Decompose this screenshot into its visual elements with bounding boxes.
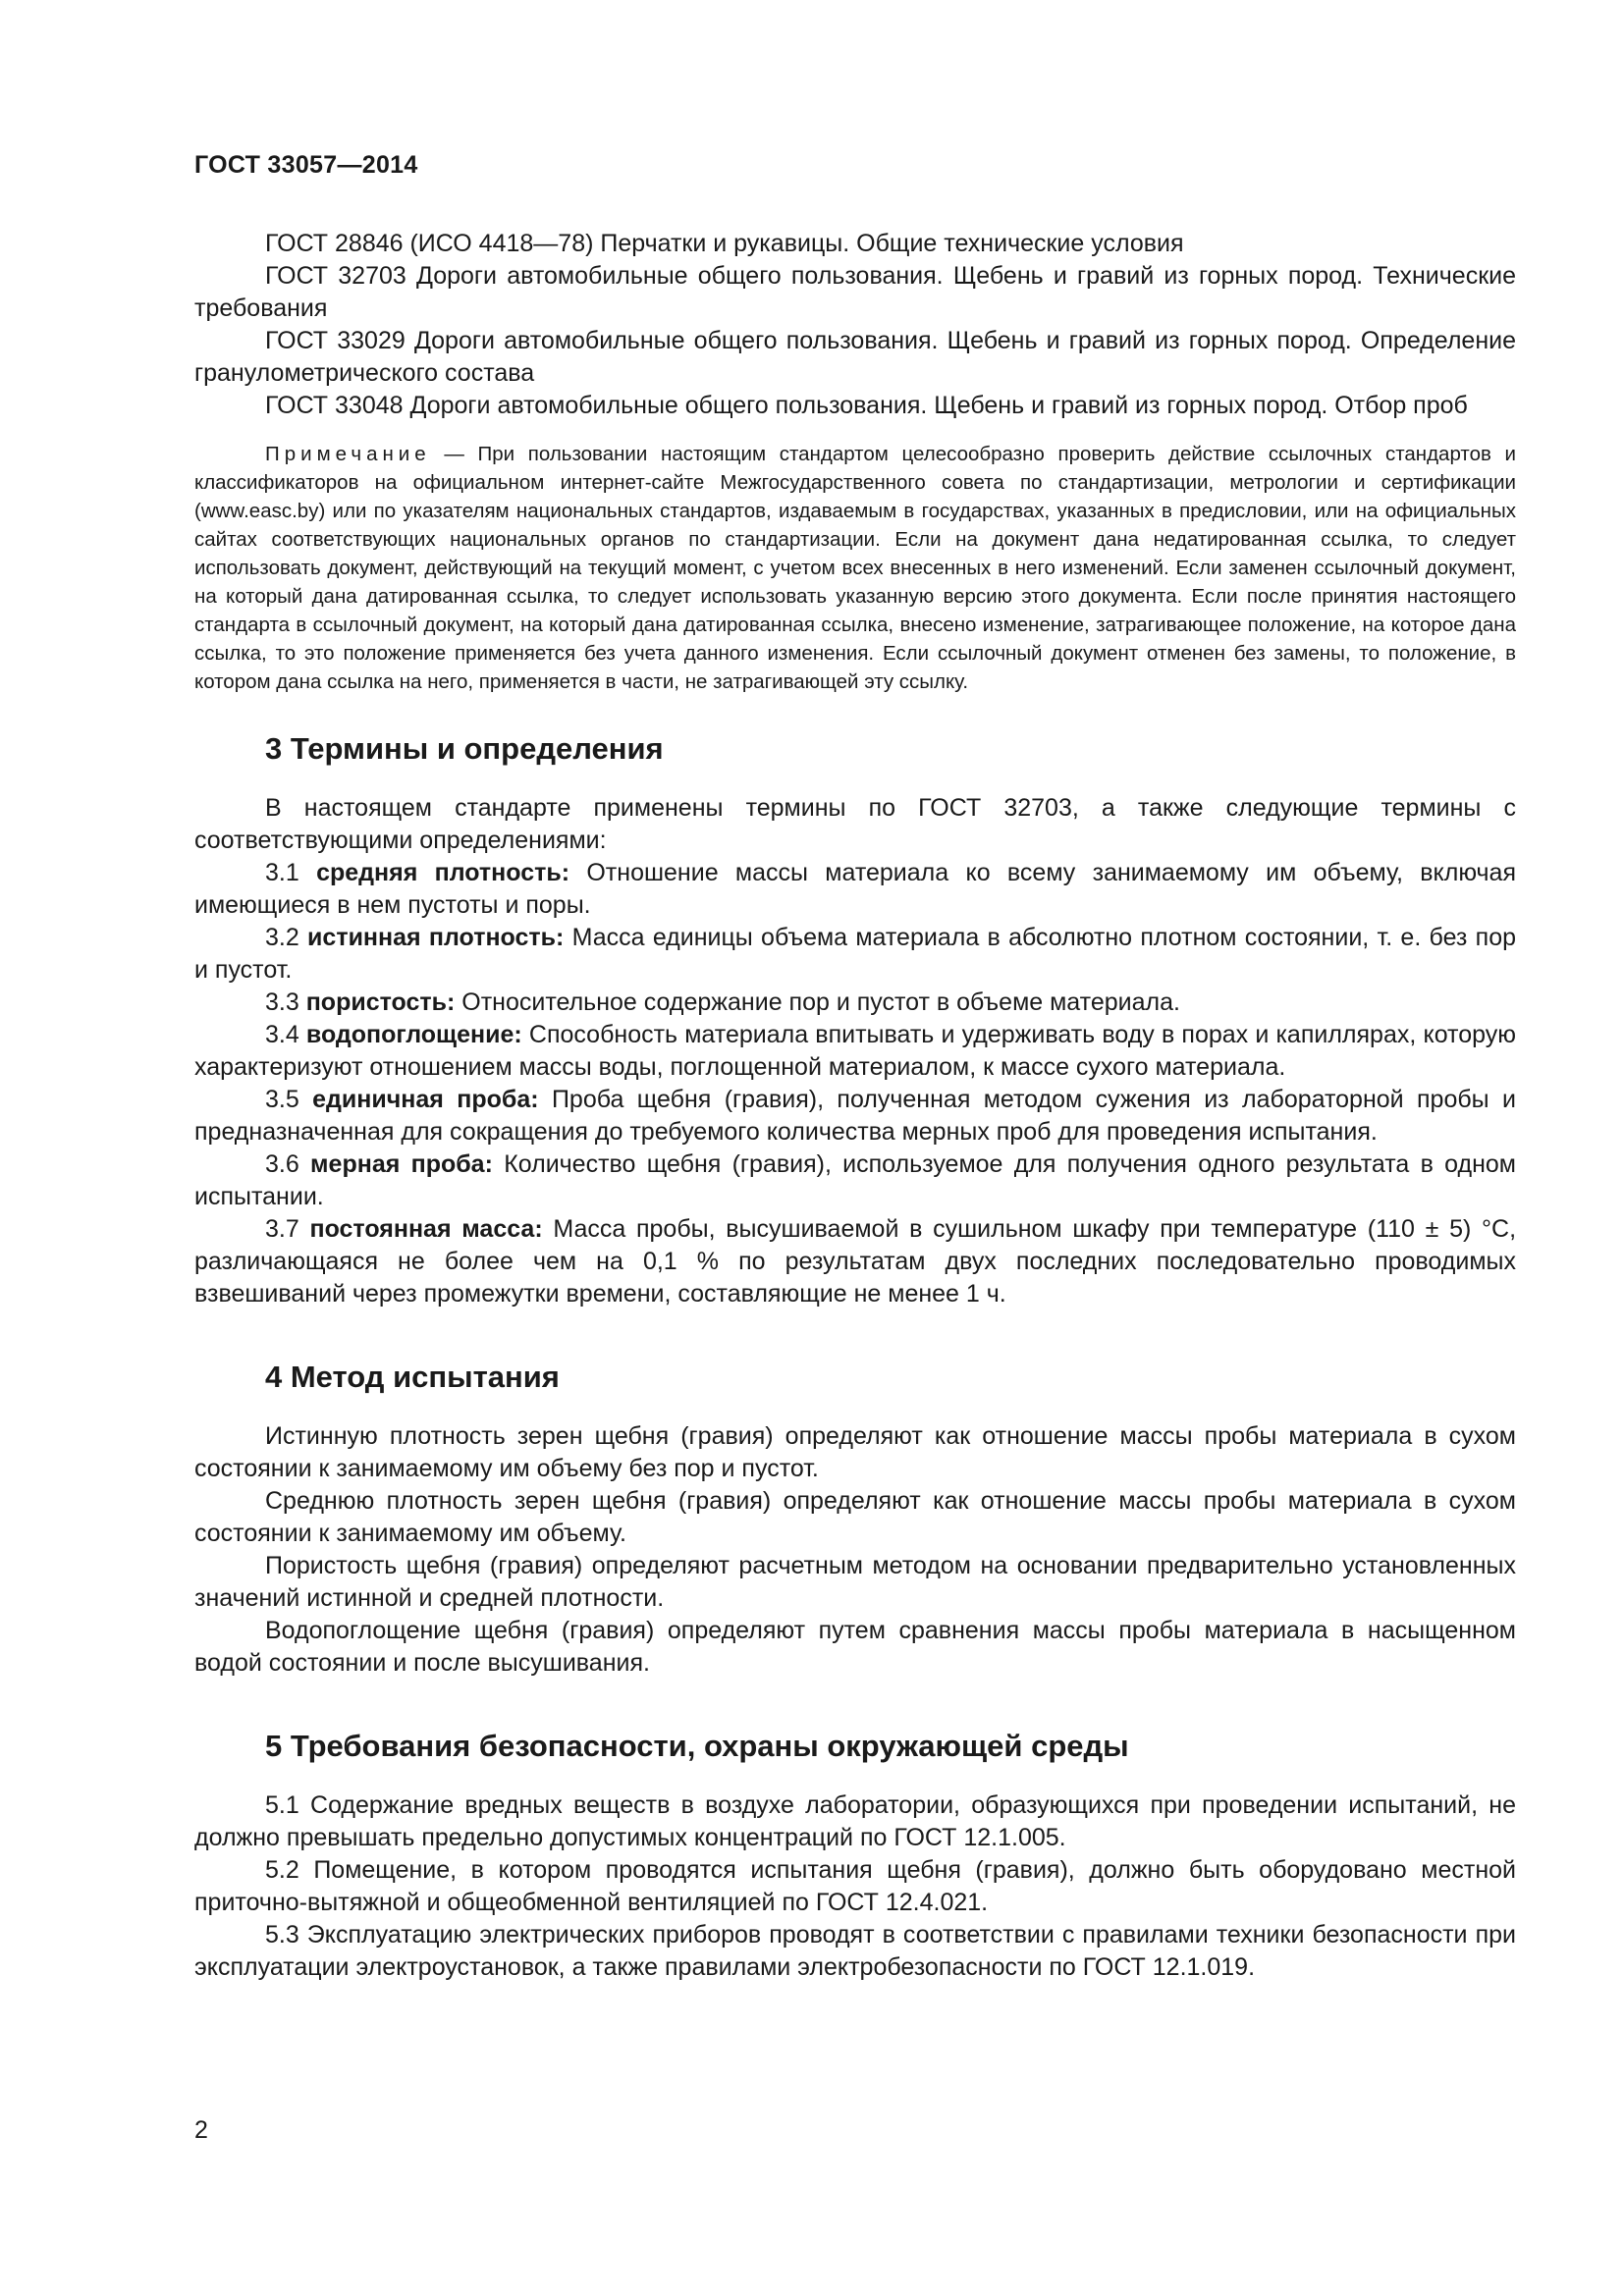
section-4-paragraph: Истинную плотность зерен щебня (гравия) определяют как отношение массы пробы материала в сухом состоянии к занимаемому им объему без пор и пустот.: [194, 1422, 1516, 1482]
term-name: средняя плотность:: [316, 859, 570, 886]
term-name: постоянная масса:: [309, 1215, 543, 1243]
section-4-heading: 4 Метод испытания: [265, 1360, 560, 1394]
term-definition: 3.5 единичная проба: Проба щебня (гравия), полученная методом сужения из лабораторной пробы и предназначенная для сокращения до требуемого количества мерных проб для проведения испытания.: [194, 1086, 1516, 1146]
reference-note: [194, 440, 1516, 696]
term-name: истинная плотность:: [307, 924, 565, 951]
reference-item: ГОСТ 32703 Дороги автомобильные общего пользования. Щебень и гравий из горных пород. Технические требования: [194, 262, 1516, 322]
term-definition: 3.6 мерная проба: Количество щебня (гравия), используемое для получения одного результата в одном испытании.: [194, 1150, 1516, 1210]
section-4-paragraph: Водопоглощение щебня (гравия) определяют путем сравнения массы пробы материала в насыщенном водой состоянии и после высушивания.: [194, 1617, 1516, 1677]
term-name: водопоглощение:: [305, 1021, 522, 1048]
term-name: пористость:: [305, 988, 456, 1016]
section-3-heading: 3 Термины и определения: [265, 731, 664, 766]
page-number: 2: [194, 2116, 208, 2144]
section-5-paragraph: 5.2 Помещение, в котором проводятся испытания щебня (гравия), должно быть оборудовано местной приточно-вытяжной и общеобменной вентиляцией по ГОСТ 12.4.021.: [194, 1856, 1516, 1916]
section-4-paragraph: Пористость щебня (гравия) определяют расчетным методом на основании предварительно установленных значений истинной и средней плотности.: [194, 1552, 1516, 1612]
term-definition: 3.4 водопоглощение: Способность материала впитывать и удерживать воду в порах и капиллярах, которую характеризуют отношением массы воды, поглощенной материалом, к массе сухого материала.: [194, 1021, 1516, 1081]
document-header-id: ГОСТ 33057—2014: [194, 151, 418, 179]
reference-item: ГОСТ 33048 Дороги автомобильные общего пользования. Щебень и гравий из горных пород. Отбор проб: [265, 392, 1468, 419]
term-definition: 3.1 средняя плотность: Отношение массы материала ко всему занимаемому им объему, включая имеющиеся в нем пустоты и поры.: [194, 859, 1516, 919]
term-name: мерная проба:: [310, 1150, 493, 1178]
note-text: — При пользовании настоящим стандартом целесообразно проверить действие ссылочных стандартов и классификаторов на официальном интернет-сайте Межгосударственного совета по стандартизации, метрологии и сертификации (www.easc.by) или по указателям национальных стандартов, издаваемым в государствах, указанных в предисловии, или на официальных сайтах соответствующих национальных органов по стандартизации. Если на документ дана недатированная ссылка, то следует использовать документ, действующий на текущий момент, с учетом всех внесенных в него изменений. Если заменен ссылочный документ, на который дана датированная ссылка, то следует использовать указанную версию этого документа. Если после принятия настоящего стандарта в ссылочный документ, на который дана датированная ссылка, внесено изменение, затрагивающее положение, на которое дана ссылка, то это положение применяется без учета данного изменения. Если ссылочный документ отменен без замены, то положение, в котором дана ссылка на него, применяется в части, не затрагивающей эту ссылку.: [194, 443, 1516, 693]
term-name: единичная проба:: [312, 1086, 539, 1113]
document-body: [194, 228, 1516, 1984]
section-4-paragraph: Среднюю плотность зерен щебня (гравия) определяют как отношение массы пробы материала в сухом состоянии к занимаемому им объему.: [194, 1487, 1516, 1547]
section-3-intro: В настоящем стандарте применены термины по ГОСТ 32703, а также следующие термины с соответствующими определениями:: [194, 794, 1516, 854]
section-5-paragraph: 5.3 Эксплуатацию электрических приборов проводят в соответствии с правилами техники безопасности при эксплуатации электроустановок, а также правилами электробезопасности по ГОСТ 12.1.019.: [194, 1921, 1516, 1981]
reference-item: ГОСТ 33029 Дороги автомобильные общего пользования. Щебень и гравий из горных пород. Определение гранулометрического состава: [194, 327, 1516, 387]
section-5-paragraph: 5.1 Содержание вредных веществ в воздухе лаборатории, образующихся при проведении испытаний, не должно превышать предельно допустимых концентраций по ГОСТ 12.1.005.: [194, 1791, 1516, 1851]
reference-item: ГОСТ 28846 (ИСО 4418—78) Перчатки и рукавицы. Общие технические условия: [265, 230, 1184, 257]
section-5-heading: 5 Требования безопасности, охраны окружающей среды: [265, 1729, 1129, 1763]
term-definition: 3.3 пористость: Относительное содержание пор и пустот в объеме материала.: [265, 988, 1180, 1016]
term-definition: 3.2 истинная плотность: Масса единицы объема материала в абсолютно плотном состоянии, т. е. без пор и пустот.: [194, 924, 1517, 984]
note-label: Примечание: [265, 443, 431, 465]
term-definition: 3.7 постоянная масса: Масса пробы, высушиваемой в сушильном шкафу при температуре (110 ± 5) °С, различающаяся не более чем на 0,1 % по результатам двух последних последовательно проводимых взвешиваний через промежутки времени, составляющие не менее 1 ч.: [194, 1215, 1517, 1308]
